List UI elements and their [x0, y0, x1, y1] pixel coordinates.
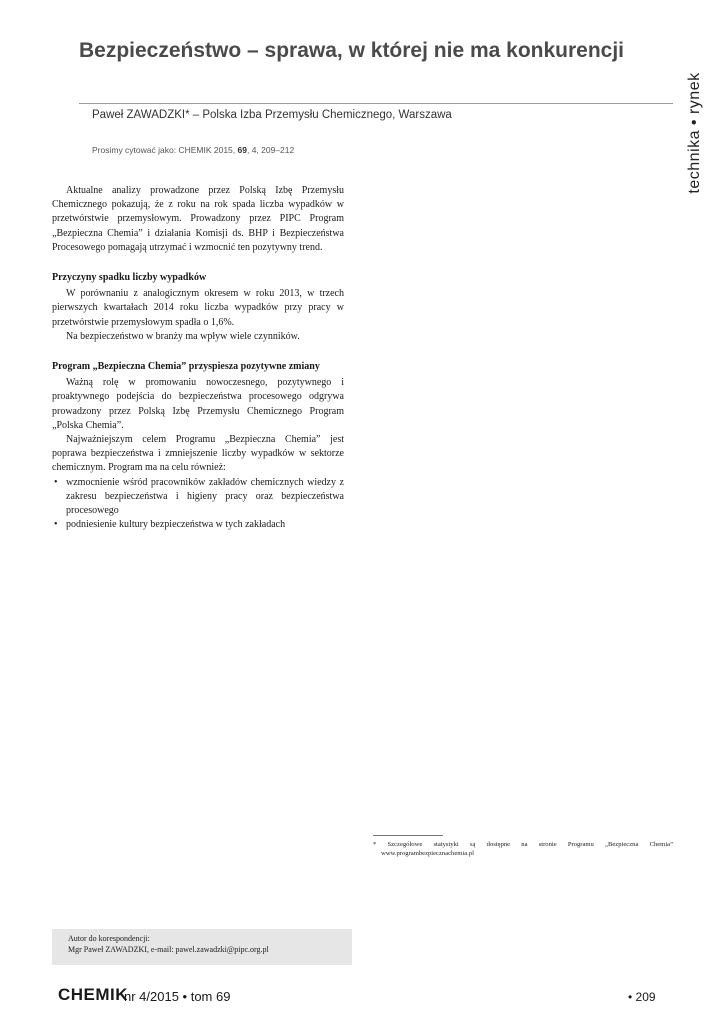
footnotes [373, 835, 673, 859]
correspondence-label: Autor do korespondencji: [68, 934, 150, 943]
section1-paragraph-1: W porównaniu z analogicznym okresem w roku 2013, w trzech pierwszych kwartałach 2014 roku liczba wypadków przy pracy w przetwórstwie przemysłowym spadła o 1,6%. [52, 288, 344, 328]
section-side-label-text: technika • rynek [686, 72, 703, 194]
section-heading-program: Program „Bezpieczna Chemia” przyspiesza pozytywne zmiany [52, 361, 320, 373]
page-number: • 209 [628, 990, 656, 1004]
section1-paragraph-2: Na bezpieczeństwo w branży ma wpływ wiele czynników. [66, 330, 300, 342]
section-heading-accidents: Przyczyny spadku liczby wypadków [52, 272, 207, 284]
citation-line [92, 145, 294, 155]
program-goals-list [52, 476, 344, 533]
citation-volume: 69 [237, 145, 247, 155]
footnote-item: * Szczegółowe statystyki są dostępne na stronie Programu „Bezpieczna Chemia” www.programbezpiecznachemia.pl [373, 841, 673, 857]
citation-prefix: Prosimy cytować jako: CHEMIK 2015, [92, 145, 238, 155]
correspondence-box [52, 929, 352, 965]
intro-paragraph: Aktualne analizy prowadzone przez Polską Izbę Przemysłu Chemicznego pokazują, że z roku na rok spada liczba wypadków w przetwórstwie przemysłowym. Prowadzony przez PIPC Program „Bezpieczna Chemia” i działania Komisji ds. BHP i Bezpieczeństwa Procesowego pomagają utrzymać i wzmocnić ten pozytywny trend. [52, 185, 344, 253]
left-column [52, 184, 344, 532]
list-item: • podniesienie kultury bezpieczeństwa w tych zakładach [52, 518, 344, 532]
footnote-divider [373, 835, 443, 836]
section-side-label [676, 28, 714, 238]
journal-brand: CHEMIK [58, 985, 129, 1004]
title-divider [79, 103, 673, 104]
article-title: Bezpieczeństwo – sprawa, w której nie ma konkurencji [79, 39, 625, 62]
author-line: Paweł ZAWADZKI* – Polska Izba Przemysłu Chemicznego, Warszawa [92, 109, 452, 121]
section2-paragraph-1: Ważną rolę w promowaniu nowoczesnego, pozytywnego i proaktywnego podejścia do bezpieczeństwa procesowego odgrywa prowadzony przez Polską Izbę Przemysłu Chemicznego Program „Polska Chemia”. [52, 377, 344, 431]
list-item: • wzmocnienie wśród pracowników zakładów chemicznych wiedzy z zakresu bezpieczeństwa i higieny pracy oraz bezpieczeństwa procesowego [52, 476, 344, 519]
correspondence-contact: Mgr Paweł ZAWADZKI, e-mail: pawel.zawadzki@pipc.org.pl [68, 945, 269, 954]
section2-paragraph-2: Najważniejszym celem Programu „Bezpieczna Chemia” jest poprawa bezpieczeństwa i zmniejszenie liczby wypadków w sektorze chemicznym. Program ma na celu również: [52, 434, 344, 474]
issue-info: nr 4/2015 • tom 69 [124, 989, 231, 1004]
citation-suffix: , 4, 209–212 [246, 145, 295, 155]
